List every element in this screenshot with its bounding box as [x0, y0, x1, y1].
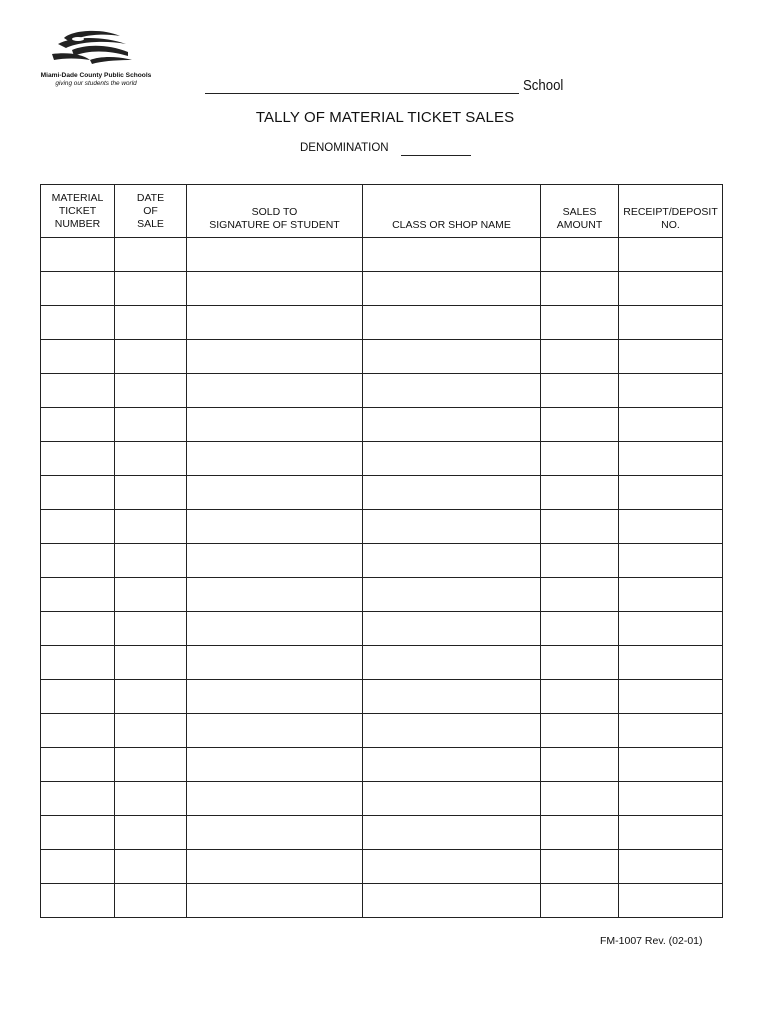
date-of-sale-cell[interactable] [115, 476, 187, 510]
ticket-number-cell[interactable] [41, 884, 115, 918]
class-or-shop-cell[interactable] [363, 714, 541, 748]
school-name-line[interactable] [205, 93, 519, 94]
col-header-sales-amount: SALES AMOUNT [541, 185, 619, 238]
class-or-shop-cell[interactable] [363, 680, 541, 714]
class-or-shop-cell[interactable] [363, 612, 541, 646]
student-signature-cell[interactable] [187, 442, 363, 476]
receipt-deposit-cell[interactable] [619, 748, 723, 782]
sales-amount-cell[interactable] [541, 544, 619, 578]
class-or-shop-cell[interactable] [363, 408, 541, 442]
class-or-shop-cell[interactable] [363, 238, 541, 272]
sales-amount-cell[interactable] [541, 306, 619, 340]
receipt-deposit-cell[interactable] [619, 714, 723, 748]
class-or-shop-cell[interactable] [363, 510, 541, 544]
student-signature-cell[interactable] [187, 578, 363, 612]
table-row [41, 476, 723, 510]
receipt-deposit-cell[interactable] [619, 816, 723, 850]
table-row [41, 306, 723, 340]
sales-amount-cell[interactable] [541, 782, 619, 816]
ticket-number-cell[interactable] [41, 850, 115, 884]
class-or-shop-cell[interactable] [363, 306, 541, 340]
table-row [41, 408, 723, 442]
ticket-number-cell[interactable] [41, 238, 115, 272]
date-of-sale-cell[interactable] [115, 544, 187, 578]
student-signature-cell[interactable] [187, 374, 363, 408]
form-title: TALLY OF MATERIAL TICKET SALES [255, 109, 515, 126]
class-or-shop-cell[interactable] [363, 816, 541, 850]
date-of-sale-cell[interactable] [115, 442, 187, 476]
date-of-sale-cell[interactable] [115, 850, 187, 884]
date-of-sale-cell[interactable] [115, 306, 187, 340]
ticket-number-cell[interactable] [41, 510, 115, 544]
table-row [41, 782, 723, 816]
student-signature-cell[interactable] [187, 238, 363, 272]
sales-amount-cell[interactable] [541, 578, 619, 612]
sales-amount-cell[interactable] [541, 510, 619, 544]
student-signature-cell[interactable] [187, 816, 363, 850]
school-label: School [523, 77, 564, 94]
class-or-shop-cell[interactable] [363, 374, 541, 408]
sales-amount-cell[interactable] [541, 476, 619, 510]
ticket-number-cell[interactable] [41, 646, 115, 680]
receipt-deposit-cell[interactable] [619, 442, 723, 476]
student-signature-cell[interactable] [187, 714, 363, 748]
date-of-sale-cell[interactable] [115, 680, 187, 714]
col-header-class-or-shop: CLASS OR SHOP NAME [363, 185, 541, 238]
ticket-number-cell[interactable] [41, 340, 115, 374]
table-row [41, 612, 723, 646]
ticket-number-cell[interactable] [41, 578, 115, 612]
ticket-sales-table [40, 184, 723, 918]
date-of-sale-cell[interactable] [115, 884, 187, 918]
receipt-deposit-cell[interactable] [619, 510, 723, 544]
receipt-deposit-cell[interactable] [619, 544, 723, 578]
student-signature-cell[interactable] [187, 544, 363, 578]
table-row [41, 714, 723, 748]
sales-amount-cell[interactable] [541, 374, 619, 408]
student-signature-cell[interactable] [187, 782, 363, 816]
sales-amount-cell[interactable] [541, 442, 619, 476]
logo-tagline: giving our students the world [55, 80, 137, 87]
student-signature-cell[interactable] [187, 646, 363, 680]
receipt-deposit-cell[interactable] [619, 272, 723, 306]
table-row [41, 374, 723, 408]
table-row [41, 646, 723, 680]
class-or-shop-cell[interactable] [363, 340, 541, 374]
table-row [41, 238, 723, 272]
sales-amount-cell[interactable] [541, 884, 619, 918]
receipt-deposit-cell[interactable] [619, 306, 723, 340]
ticket-number-cell[interactable] [41, 748, 115, 782]
student-signature-cell[interactable] [187, 680, 363, 714]
ticket-number-cell[interactable] [41, 306, 115, 340]
ticket-number-cell[interactable] [41, 714, 115, 748]
table-body [41, 238, 723, 918]
receipt-deposit-cell[interactable] [619, 374, 723, 408]
ticket-number-cell[interactable] [41, 408, 115, 442]
student-signature-cell[interactable] [187, 850, 363, 884]
date-of-sale-cell[interactable] [115, 612, 187, 646]
class-or-shop-cell[interactable] [363, 578, 541, 612]
date-of-sale-cell[interactable] [115, 578, 187, 612]
date-of-sale-cell[interactable] [115, 646, 187, 680]
sales-amount-cell[interactable] [541, 612, 619, 646]
col-header-ticket-number: MATERIAL TICKET NUMBER [41, 185, 115, 238]
ticket-number-cell[interactable] [41, 272, 115, 306]
logo-district-name: Miami-Dade County Public Schools [40, 72, 152, 79]
student-signature-cell[interactable] [187, 408, 363, 442]
student-signature-cell[interactable] [187, 272, 363, 306]
receipt-deposit-cell[interactable] [619, 612, 723, 646]
ticket-number-cell[interactable] [41, 544, 115, 578]
date-of-sale-cell[interactable] [115, 748, 187, 782]
receipt-deposit-cell[interactable] [619, 884, 723, 918]
class-or-shop-cell[interactable] [363, 544, 541, 578]
class-or-shop-cell[interactable] [363, 442, 541, 476]
ticket-number-cell[interactable] [41, 374, 115, 408]
receipt-deposit-cell[interactable] [619, 340, 723, 374]
class-or-shop-cell[interactable] [363, 782, 541, 816]
sales-amount-cell[interactable] [541, 238, 619, 272]
ticket-number-cell[interactable] [41, 442, 115, 476]
table-row [41, 340, 723, 374]
class-or-shop-cell[interactable] [363, 884, 541, 918]
class-or-shop-cell[interactable] [363, 272, 541, 306]
table-row [41, 544, 723, 578]
student-signature-cell[interactable] [187, 510, 363, 544]
table-row [41, 850, 723, 884]
denomination-label: DENOMINATION [300, 142, 389, 154]
ticket-number-cell[interactable] [41, 816, 115, 850]
receipt-deposit-cell[interactable] [619, 476, 723, 510]
receipt-deposit-cell[interactable] [619, 782, 723, 816]
col-header-date-of-sale: DATE OF SALE [115, 185, 187, 238]
sales-amount-cell[interactable] [541, 680, 619, 714]
date-of-sale-cell[interactable] [115, 374, 187, 408]
col-header-sold-to: SOLD TO SIGNATURE OF STUDENT [187, 185, 363, 238]
date-of-sale-cell[interactable] [115, 782, 187, 816]
receipt-deposit-cell[interactable] [619, 646, 723, 680]
form-number: FM-1007 Rev. (02-01) [600, 935, 703, 947]
receipt-deposit-cell[interactable] [619, 238, 723, 272]
receipt-deposit-cell[interactable] [619, 850, 723, 884]
sales-amount-cell[interactable] [541, 850, 619, 884]
table-row [41, 680, 723, 714]
class-or-shop-cell[interactable] [363, 646, 541, 680]
table-header-row [41, 185, 723, 238]
student-signature-cell[interactable] [187, 340, 363, 374]
mdcps-logo-icon [42, 30, 142, 72]
date-of-sale-cell[interactable] [115, 272, 187, 306]
sales-amount-cell[interactable] [541, 646, 619, 680]
table-row [41, 578, 723, 612]
date-of-sale-cell[interactable] [115, 238, 187, 272]
ticket-number-cell[interactable] [41, 612, 115, 646]
ticket-number-cell[interactable] [41, 782, 115, 816]
date-of-sale-cell[interactable] [115, 816, 187, 850]
class-or-shop-cell[interactable] [363, 748, 541, 782]
sales-amount-cell[interactable] [541, 714, 619, 748]
student-signature-cell[interactable] [187, 612, 363, 646]
sales-amount-cell[interactable] [541, 748, 619, 782]
ticket-number-cell[interactable] [41, 476, 115, 510]
date-of-sale-cell[interactable] [115, 340, 187, 374]
class-or-shop-cell[interactable] [363, 476, 541, 510]
student-signature-cell[interactable] [187, 476, 363, 510]
student-signature-cell[interactable] [187, 884, 363, 918]
sales-amount-cell[interactable] [541, 816, 619, 850]
ticket-number-cell[interactable] [41, 680, 115, 714]
table-row [41, 510, 723, 544]
receipt-deposit-cell[interactable] [619, 680, 723, 714]
date-of-sale-cell[interactable] [115, 714, 187, 748]
table-row [41, 816, 723, 850]
district-logo [28, 30, 158, 90]
denomination-field-line[interactable] [401, 155, 471, 156]
table-row [41, 272, 723, 306]
class-or-shop-cell[interactable] [363, 850, 541, 884]
table-row [41, 748, 723, 782]
sales-amount-cell[interactable] [541, 272, 619, 306]
receipt-deposit-cell[interactable] [619, 408, 723, 442]
date-of-sale-cell[interactable] [115, 510, 187, 544]
sales-amount-cell[interactable] [541, 340, 619, 374]
student-signature-cell[interactable] [187, 748, 363, 782]
col-header-receipt-deposit: RECEIPT/DEPOSIT NO. [619, 185, 723, 238]
student-signature-cell[interactable] [187, 306, 363, 340]
receipt-deposit-cell[interactable] [619, 578, 723, 612]
sales-amount-cell[interactable] [541, 408, 619, 442]
table-row [41, 442, 723, 476]
date-of-sale-cell[interactable] [115, 408, 187, 442]
table-row [41, 884, 723, 918]
